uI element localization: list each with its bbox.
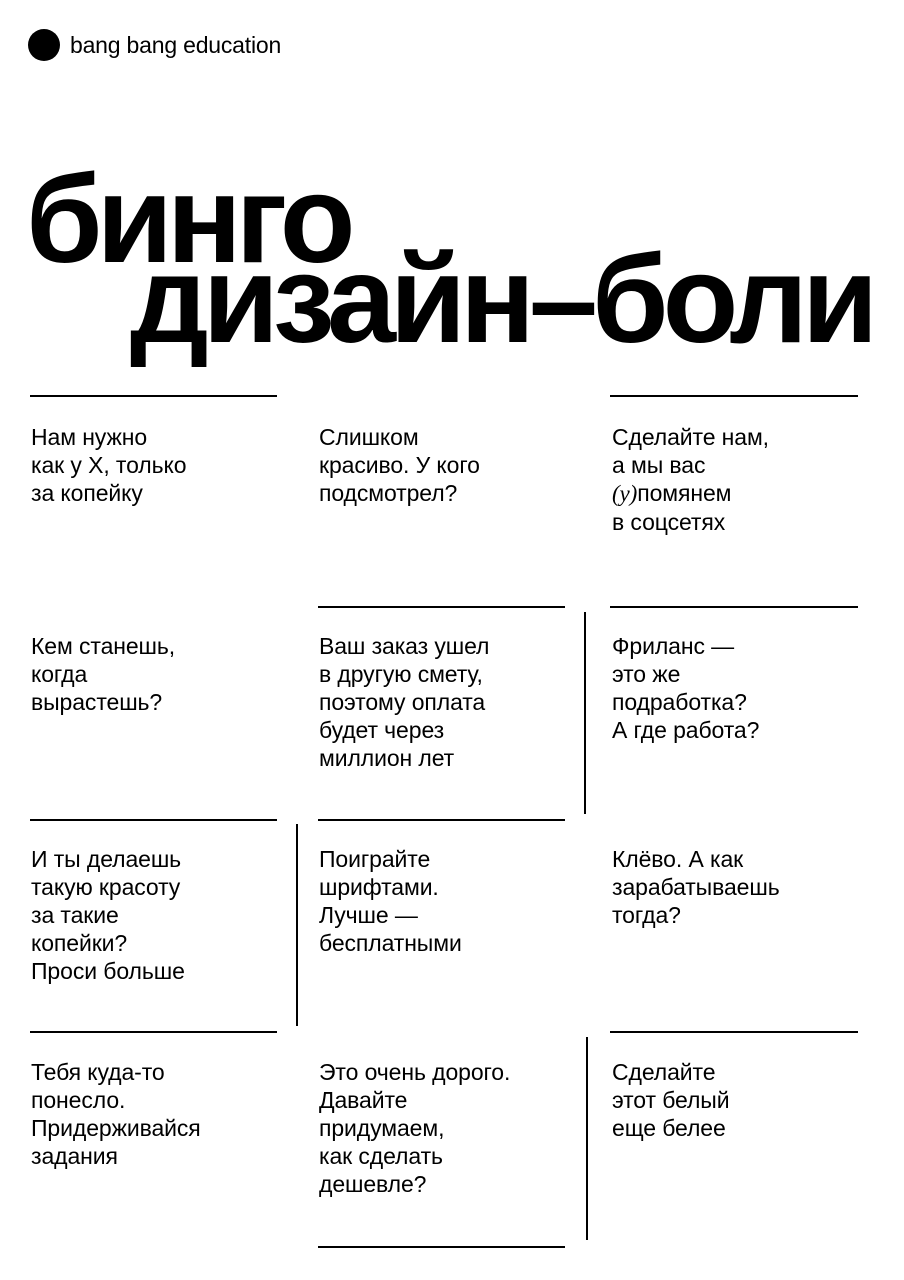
cell-line: этот белый <box>612 1087 730 1113</box>
cell-line: в соцсетях <box>612 509 726 535</box>
cell-line: за копейку <box>31 480 143 506</box>
divider-row-2-col-2 <box>318 606 565 608</box>
cell-line: а мы вас <box>612 452 706 478</box>
bingo-cell <box>319 1058 569 1198</box>
cell-line-mixed <box>612 479 862 508</box>
divider-top-col-3 <box>610 395 858 397</box>
cell-line: Нам нужно <box>31 424 148 450</box>
bingo-cell <box>31 845 281 985</box>
divider-top-col-1 <box>30 395 277 397</box>
cell-line: Кем станешь, <box>31 633 176 659</box>
bingo-cell <box>319 423 569 507</box>
cell-line: вырастешь? <box>31 689 163 715</box>
logo-dot-icon <box>28 29 60 61</box>
cell-line: Лучше — <box>319 902 418 928</box>
cell-line: это же <box>612 661 681 687</box>
cell-line: когда <box>31 661 88 687</box>
bingo-cell <box>612 845 862 929</box>
bingo-cell <box>31 423 281 507</box>
bingo-cell <box>612 1058 862 1142</box>
bingo-cell <box>319 845 569 957</box>
cell-line: как у Х, только <box>31 452 187 478</box>
bingo-cell <box>612 632 862 744</box>
cell-line: понесло. <box>31 1087 126 1113</box>
cell-line: зарабатываешь <box>612 874 780 900</box>
cell-line: дешевле? <box>319 1171 427 1197</box>
cell-line: помянем <box>637 480 732 506</box>
brand-name: bang bang education <box>70 31 282 58</box>
cell-line: тогда? <box>612 902 681 928</box>
cell-line: И ты делаешь <box>31 846 182 872</box>
cell-line: Придерживайся <box>31 1115 201 1141</box>
divider-row-4-col-3 <box>610 1031 858 1033</box>
cell-line: Это очень дорого. <box>319 1059 511 1085</box>
cell-line: Тебя куда-то <box>31 1059 165 1085</box>
cell-line: Сделайте нам, <box>612 424 769 450</box>
brand-logo <box>28 29 281 61</box>
cell-line: поэтому оплата <box>319 689 486 715</box>
divider-row-3-col-2 <box>318 819 565 821</box>
divider-bottom-col-2 <box>318 1246 565 1248</box>
cell-line: Фриланс — <box>612 633 735 659</box>
bingo-cell <box>319 632 569 772</box>
cell-line: как сделать <box>319 1143 443 1169</box>
cell-line: подработка? <box>612 689 747 715</box>
divider-vertical-row-4 <box>586 1037 588 1240</box>
cell-line: копейки? <box>31 930 128 956</box>
divider-row-4-col-1 <box>30 1031 277 1033</box>
cell-line: миллион лет <box>319 745 455 771</box>
cell-line: Клёво. А как <box>612 846 744 872</box>
cell-line: Проси больше <box>31 958 185 984</box>
divider-vertical-row-2 <box>584 612 586 814</box>
cell-line: А где работа? <box>612 717 760 743</box>
cell-line: красиво. У кого <box>319 452 480 478</box>
cell-line: задания <box>31 1143 118 1169</box>
cell-line: Слишком <box>319 424 419 450</box>
divider-row-2-col-3 <box>610 606 858 608</box>
bingo-cell <box>612 423 862 536</box>
cell-line: в другую смету, <box>319 661 483 687</box>
cell-line: еще белее <box>612 1115 726 1141</box>
divider-vertical-row-3 <box>296 824 298 1026</box>
cell-line: шрифтами. <box>319 874 439 900</box>
cell-line: будет через <box>319 717 445 743</box>
title-line-2: дизайн–боли <box>130 231 873 369</box>
italic-prefix: (у) <box>612 481 638 506</box>
divider-row-3-col-1 <box>30 819 277 821</box>
cell-line: такую красоту <box>31 874 181 900</box>
cell-line: подсмотрел? <box>319 480 458 506</box>
cell-line: Давайте <box>319 1087 408 1113</box>
cell-line: придумаем, <box>319 1115 445 1141</box>
title-line-1: бинго <box>26 151 350 289</box>
cell-line: Сделайте <box>612 1059 716 1085</box>
cell-line: за такие <box>31 902 119 928</box>
bingo-cell <box>31 632 281 716</box>
cell-line: Поиграйте <box>319 846 431 872</box>
cell-line: Ваш заказ ушел <box>319 633 490 659</box>
cell-line: бесплатными <box>319 930 462 956</box>
bingo-cell <box>31 1058 281 1170</box>
